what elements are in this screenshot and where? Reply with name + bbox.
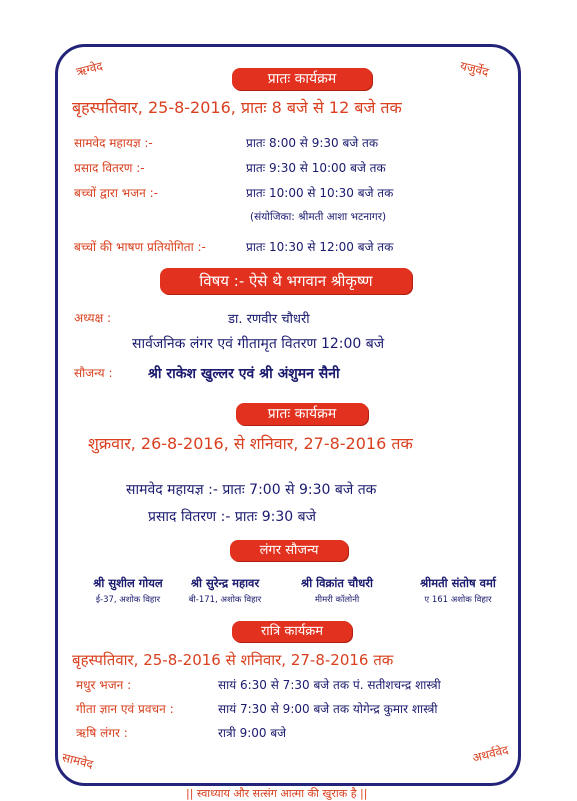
footer-motto: || स्वाध्याय और सत्संग आत्मा की खुराक है || xyxy=(186,787,368,800)
night-schedule-label: गीता ज्ञान एवं प्रवचन : xyxy=(76,702,174,716)
donor-card xyxy=(404,576,512,605)
donor-name: श्रीमती संतोष वर्मा xyxy=(420,576,496,590)
morning-program-heading: प्रातः कार्यक्रम xyxy=(232,68,372,90)
corner-label-rigveda: ऋग्वेद xyxy=(74,58,105,80)
donor-name: श्री सुशील गोयल xyxy=(93,576,163,590)
morning-program-heading-2: प्रातः कार्यक्रम xyxy=(236,403,368,425)
president-name: डा. रणवीर चौधरी xyxy=(228,312,310,327)
samved-yagya-line: सामवेद महायज्ञ :- प्रातः 7:00 से 9:30 बजे तक xyxy=(126,482,377,498)
donor-address: मीमरी कॉलोनी xyxy=(314,595,360,605)
morning-program-date: बृहस्पतिवार, 25-8-2016, प्रातः 8 बजे से 12 बजे तक xyxy=(72,98,402,117)
night-schedule-label: ऋषि लंगर : xyxy=(76,726,128,740)
schedule-time: प्रातः 10:00 से 10:30 बजे तक xyxy=(246,186,394,200)
night-schedule-label: मधुर भजन : xyxy=(76,678,132,692)
donor-address: ई-37, अशोक विहार xyxy=(95,595,161,605)
topic-heading: विषय :- ऐसे थे भगवान श्रीकृष्ण xyxy=(160,268,412,294)
corner-label-yajurveda: यजुर्वेद xyxy=(458,58,491,80)
schedule-label: सामवेद महायज्ञ :- xyxy=(74,136,153,150)
night-schedule-value: सायं 6:30 से 7:30 बजे तक पं. सतीशचन्द्र शास्त्री xyxy=(218,678,441,692)
schedule-time: प्रातः 10:30 से 12:00 बजे तक xyxy=(246,240,394,254)
langar-courtesy-heading: लंगर सौजन्य xyxy=(230,540,348,561)
morning-program-date-2: शुक्रवार, 26-8-2016, से शनिवार, 27-8-2016 तक xyxy=(88,434,413,453)
courtesy-label: सौजन्य : xyxy=(74,366,113,380)
president-label: अध्यक्ष : xyxy=(74,311,112,325)
schedule-label: प्रसाद वितरण :- xyxy=(74,161,145,175)
corner-label-atharvaveda: अथर्ववेद xyxy=(470,742,510,766)
donor-card xyxy=(76,576,180,605)
schedule-label: बच्चों द्वारा भजन :- xyxy=(74,186,158,200)
schedule-time: प्रातः 9:30 से 10:00 बजे तक xyxy=(246,161,386,175)
night-program-heading: रात्रि कार्यक्रम xyxy=(232,621,352,642)
donor-card xyxy=(174,576,276,605)
donor-name: श्री विक्रांत चौधरी xyxy=(301,576,373,590)
donor-address: बी-171, अशोक विहार xyxy=(188,595,262,605)
coordinator-note: (संयोजिका: श्रीमती आशा भटनागर) xyxy=(250,211,387,223)
courtesy-names: श्री राकेश खुल्लर एवं श्री अंशुमन सैनी xyxy=(148,366,340,382)
night-program-date: बृहस्पतिवार, 25-8-2016 से शनिवार, 27-8-2016 तक xyxy=(72,651,394,669)
donor-address: ए 161 अशोक विहार xyxy=(424,595,492,605)
corner-label-samaveda: सामवेद xyxy=(60,750,95,772)
donor-name: श्री सुरेन्द्र महावर xyxy=(190,576,260,590)
langar-announcement: सार्वजनिक लंगर एवं गीतामृत वितरण 12:00 बजे xyxy=(132,336,385,352)
schedule-time: प्रातः 8:00 से 9:30 बजे तक xyxy=(246,136,379,150)
schedule-label: बच्चों की भाषण प्रतियोगिता :- xyxy=(74,240,206,254)
night-schedule-value: सायं 7:30 से 9:00 बजे तक योगेन्द्र कुमार शास्त्री xyxy=(218,702,438,716)
donor-card xyxy=(282,576,392,605)
prasad-line: प्रसाद वितरण :- प्रातः 9:30 बजे xyxy=(148,509,316,525)
night-schedule-value: रात्री 9:00 बजे xyxy=(218,726,287,740)
